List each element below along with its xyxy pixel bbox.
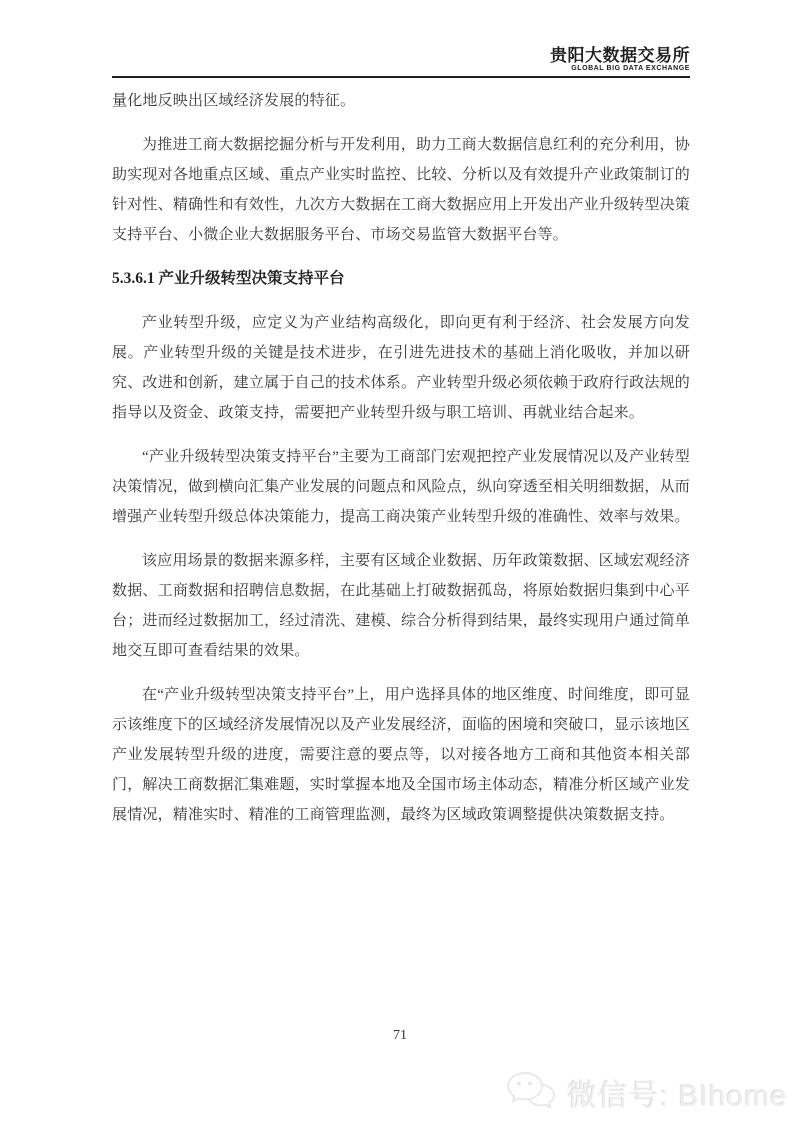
body-paragraph: “产业升级转型决策支持平台”主要为工商部门宏观把控产业发展情况以及产业转型决策情况，做到横向汇集产业发展的问题点和风险点，纵向穿透至相关明细数据，从而增强产业转型升级总体决策能力，提高工商决策产业转型升级的准确性、效率与效果。 bbox=[112, 449, 690, 525]
org-logo bbox=[550, 46, 690, 73]
org-logo-chinese-title: 贵阳大数据交易所 bbox=[550, 46, 690, 65]
section-heading: 5.3.6.1 产业升级转型决策支持平台 bbox=[112, 270, 345, 287]
page-header bbox=[112, 0, 690, 78]
body-paragraph: 该应用场景的数据来源多样，主要有区域企业数据、历年政策数据、区域宏观经济数据、工商数据和招聘信息数据，在此基础上打破数据孤岛，将原始数据归集到中心平台；进而经过数据加工，经过清洗、建模、综合分析得到结果，最终实现用户通过简单地交互即可查看结果的效果。 bbox=[112, 553, 690, 659]
document-body bbox=[112, 80, 690, 844]
watermark-text: 微信号: BIhome bbox=[566, 1079, 788, 1113]
org-logo-english-subtitle: GLOBAL BIG DATA EXCHANGE bbox=[571, 65, 690, 72]
wechat-icon bbox=[505, 1068, 557, 1117]
body-paragraph: 产业转型升级，应定义为产业结构高级化，即向更有利于经济、社会发展方向发展。产业转型升级的关键是技术进步，在引进先进技术的基础上消化吸收，并加以研究、改进和创新，建立属于自己的技术体系。产业转型升级必须依赖于政府行政法规的指导以及资金、政策支持，需要把产业转型升级与职工培训、再就业结合起来。 bbox=[112, 315, 690, 421]
body-paragraph-continuation: 量化地反映出区域经济发展的特征。 bbox=[112, 93, 356, 109]
body-paragraph: 在“产业升级转型决策支持平台”上，用户选择具体的地区维度、时间维度，即可显示该维度下的区域经济发展情况以及产业发展经济，面临的困境和突破口，显示该地区产业发展转型升级的进度，需要注意的要点等，以对接各地方工商和其他资本相关部门，解决工商数据汇集难题，实时掌握本地及全国市场主体动态，精准分析区域产业发展情况，精准实时、精准的工商管理监测，最终为区域政策调整提供决策数据支持。 bbox=[112, 687, 690, 823]
wechat-watermark bbox=[505, 1068, 788, 1117]
page-number: 71 bbox=[393, 1028, 407, 1043]
body-paragraph: 为推进工商大数据挖掘分析与开发利用，助力工商大数据信息红利的充分利用，协助实现对各地重点区域、重点产业实时监控、比较、分析以及有效提升产业政策制订的针对性、精确性和有效性，九次方大数据在工商大数据应用上开发出产业升级转型决策支持平台、小微企业大数据服务平台、市场交易监管大数据平台等。 bbox=[112, 137, 690, 243]
